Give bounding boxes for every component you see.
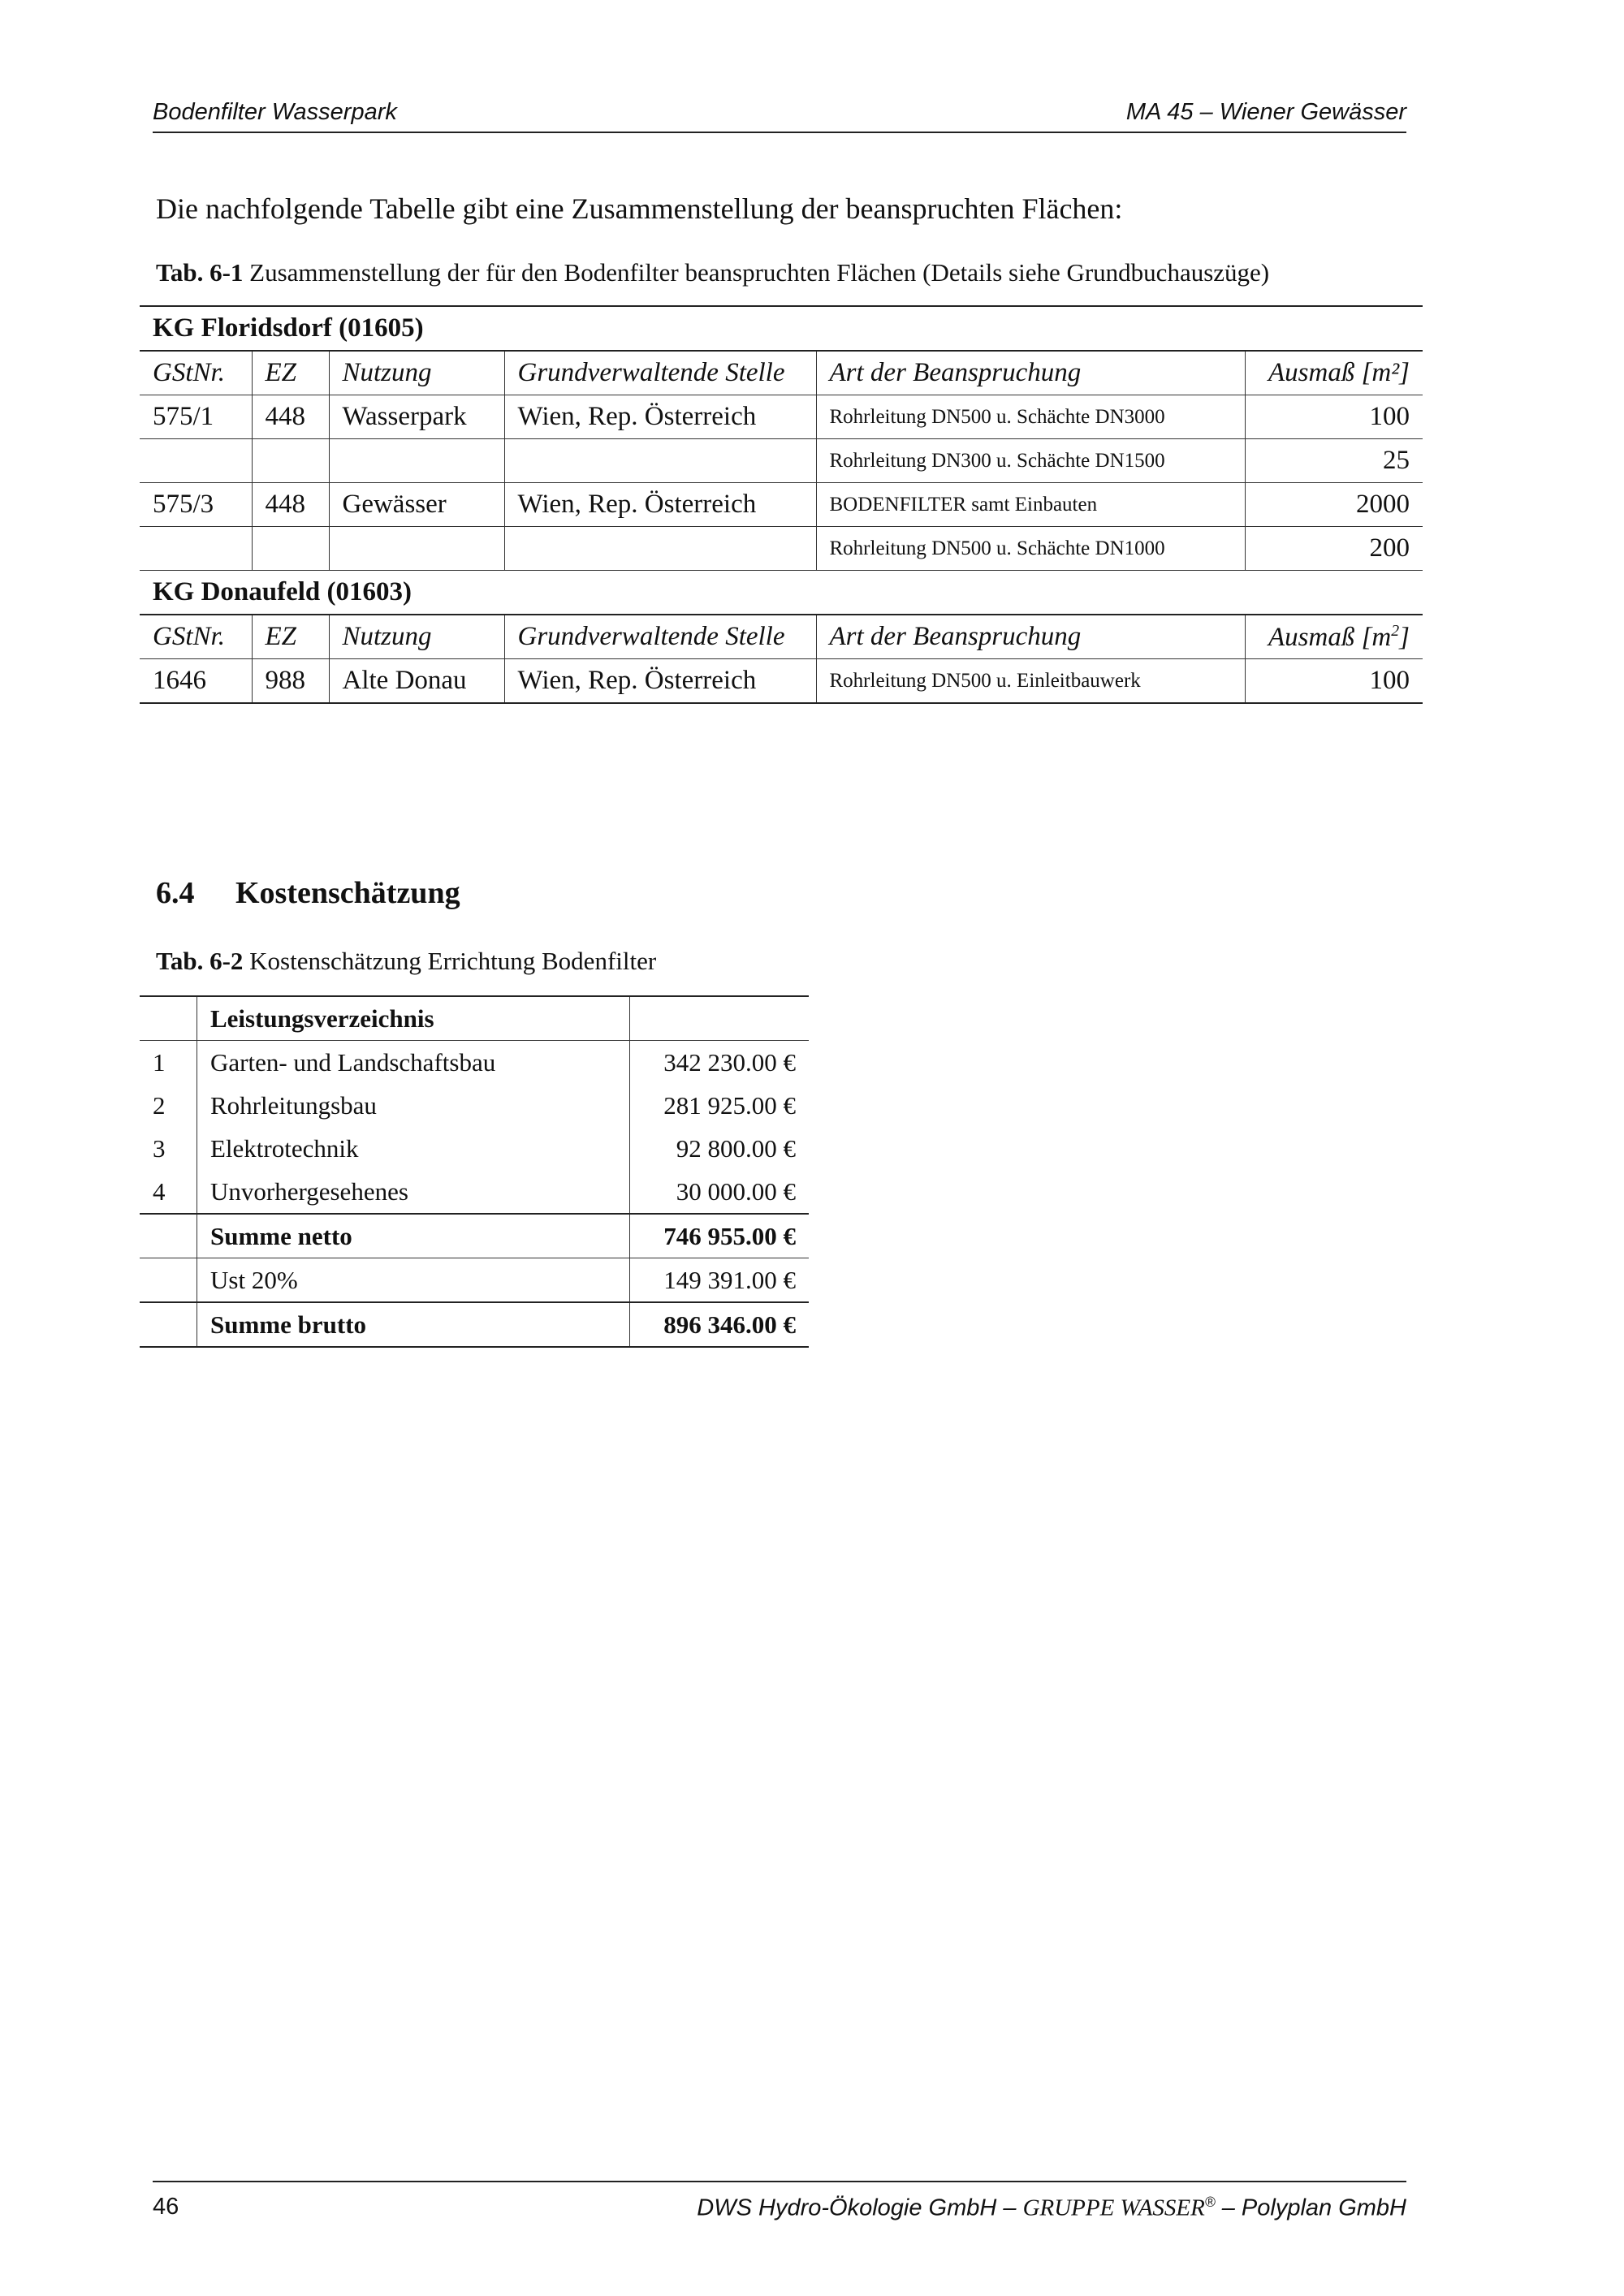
net-label: Summe netto xyxy=(197,1214,630,1258)
net-total-row xyxy=(140,1214,809,1258)
cell xyxy=(252,439,329,483)
col-header: Nutzung xyxy=(329,351,504,395)
item-label: Garten- und Landschaftsbau xyxy=(197,1041,630,1085)
intro-text: Die nachfolgende Tabelle gibt eine Zusammenstellung der beanspruchten Flächen: xyxy=(156,192,1123,225)
cell: 200 xyxy=(1245,527,1423,571)
col-header-area xyxy=(1245,615,1423,659)
tax-label: Ust 20% xyxy=(197,1258,630,1303)
footer-company-2: GRUPPE WASSER xyxy=(1022,2195,1205,2221)
cell xyxy=(329,527,504,571)
cost-item-row xyxy=(140,1041,809,1085)
gross-value: 896 346.00 € xyxy=(630,1302,810,1347)
column-header-row xyxy=(140,351,1423,395)
cell xyxy=(504,439,816,483)
item-label: Rohrleitungsbau xyxy=(197,1084,630,1127)
page-footer xyxy=(153,2181,1406,2223)
col-header: Art der Beanspruchung xyxy=(816,351,1245,395)
section-number: 6.4 xyxy=(156,876,195,910)
cell: 988 xyxy=(252,659,329,704)
group-label: KG Floridsdorf (01605) xyxy=(140,306,1423,351)
header-right: MA 45 – Wiener Gewässer xyxy=(1125,99,1406,125)
item-number: 4 xyxy=(140,1170,197,1214)
cost-item-row xyxy=(140,1170,809,1214)
cell: Rohrleitung DN500 u. Schächte DN1000 xyxy=(816,527,1245,571)
footer-company-3: – Polyplan GmbH xyxy=(1215,2195,1406,2221)
item-label: Elektrotechnik xyxy=(197,1127,630,1170)
table1-caption-label: Tab. 6-1 xyxy=(156,258,244,287)
cell: BODENFILTER samt Einbauten xyxy=(816,483,1245,527)
group-label: KG Donaufeld (01603) xyxy=(140,571,1423,615)
section-title: Kostenschätzung xyxy=(235,876,460,910)
cell: 100 xyxy=(1245,659,1423,704)
tax-row xyxy=(140,1258,809,1303)
cell: Wien, Rep. Österreich xyxy=(504,659,816,704)
column-header-row xyxy=(140,615,1423,659)
gross-total-row xyxy=(140,1302,809,1347)
item-value: 30 000.00 € xyxy=(676,1176,796,1206)
cell: 2000 xyxy=(1245,483,1423,527)
cell: 448 xyxy=(252,483,329,527)
col-header: Grundverwaltende Stelle xyxy=(504,615,816,659)
page-number: 46 xyxy=(153,2194,179,2220)
col-header: Art der Beanspruchung xyxy=(816,615,1245,659)
col-header: EZ xyxy=(252,615,329,659)
page-header xyxy=(153,96,1406,133)
table2-caption-text: Kostenschätzung Errichtung Bodenfilter xyxy=(243,947,657,975)
cell: Wien, Rep. Österreich xyxy=(504,395,816,439)
cell: Alte Donau xyxy=(329,659,504,704)
group-row xyxy=(140,571,1423,615)
cell xyxy=(329,439,504,483)
table2-caption xyxy=(156,947,656,976)
cell: Gewässer xyxy=(329,483,504,527)
cell: 575/3 xyxy=(140,483,252,527)
table-row xyxy=(140,395,1423,439)
col-header-suffix: ] xyxy=(1399,622,1410,652)
cell: Rohrleitung DN500 u. Einleitbauwerk xyxy=(816,659,1245,704)
cell: Wasserpark xyxy=(329,395,504,439)
col-header: Ausmaß [m²] xyxy=(1245,351,1423,395)
col-header: Nutzung xyxy=(329,615,504,659)
cell xyxy=(140,439,252,483)
col-header: GStNr. xyxy=(140,351,252,395)
tax-value: 149 391.00 € xyxy=(630,1258,810,1303)
item-number: 2 xyxy=(140,1084,197,1127)
section-heading xyxy=(156,875,460,911)
item-number: 3 xyxy=(140,1127,197,1170)
cell: Wien, Rep. Österreich xyxy=(504,483,816,527)
group-row xyxy=(140,306,1423,351)
footer-companies xyxy=(697,2194,1406,2222)
table-row xyxy=(140,527,1423,571)
table-row xyxy=(140,439,1423,483)
table-row xyxy=(140,483,1423,527)
gross-label: Summe brutto xyxy=(197,1302,630,1347)
col-header: EZ xyxy=(252,351,329,395)
cell: Rohrleitung DN300 u. Schächte DN1500 xyxy=(816,439,1245,483)
table1-caption-text: Zusammenstellung der für den Bodenfilter beanspruchten Flächen (Details siehe Grundbuchauszüge) xyxy=(243,258,1270,287)
area-table xyxy=(140,305,1423,704)
item-value: 281 925.00 € xyxy=(663,1090,796,1120)
item-value: 92 800.00 € xyxy=(676,1133,796,1163)
table-row xyxy=(140,659,1423,704)
cost-header: Leistungsverzeichnis xyxy=(197,996,630,1041)
cost-table xyxy=(140,995,809,1348)
item-number: 1 xyxy=(140,1041,197,1085)
cost-item-row xyxy=(140,1127,809,1170)
col-header-sup: 2 xyxy=(1391,621,1400,640)
cell xyxy=(140,527,252,571)
net-value: 746 955.00 € xyxy=(630,1214,810,1258)
cell: 575/1 xyxy=(140,395,252,439)
cost-header-row xyxy=(140,996,809,1041)
cell: 25 xyxy=(1245,439,1423,483)
cell xyxy=(504,527,816,571)
cell xyxy=(252,527,329,571)
cell: 100 xyxy=(1245,395,1423,439)
cell: Rohrleitung DN500 u. Schächte DN3000 xyxy=(816,395,1245,439)
cell: 448 xyxy=(252,395,329,439)
col-header: Grundverwaltende Stelle xyxy=(504,351,816,395)
table1-caption xyxy=(156,258,1269,287)
footer-company-1: DWS Hydro-Ökologie GmbH – xyxy=(697,2195,1023,2221)
table2-caption-label: Tab. 6-2 xyxy=(156,947,244,975)
item-value: 342 230.00 € xyxy=(663,1047,796,1077)
col-header-prefix: Ausmaß [m xyxy=(1268,622,1392,652)
col-header: GStNr. xyxy=(140,615,252,659)
trademark-symbol: ® xyxy=(1204,2194,1216,2210)
cost-item-row xyxy=(140,1084,809,1127)
cell: 1646 xyxy=(140,659,252,704)
item-label: Unvorhergesehenes xyxy=(197,1170,630,1214)
header-left: Bodenfilter Wasserpark xyxy=(153,99,397,125)
